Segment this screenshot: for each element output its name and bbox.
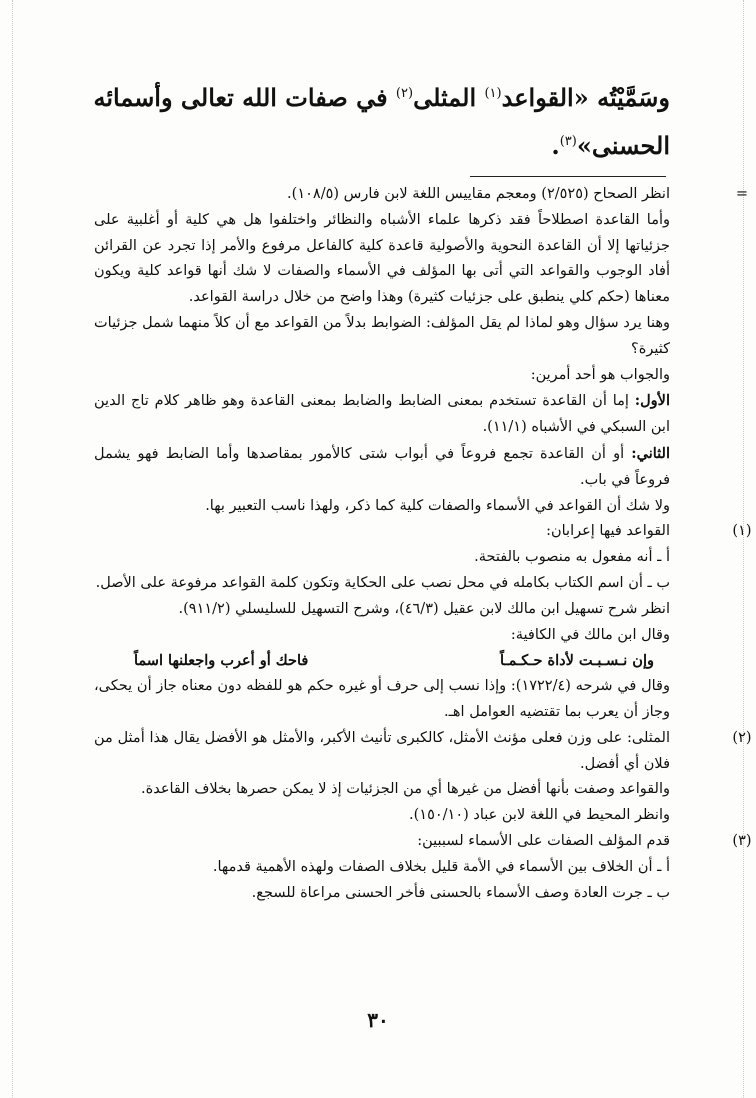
footnote-paragraph	[94, 803, 670, 829]
footnote-text: ب ـ أن اسم الكتاب بكامله في محل نصب على الحكاية وتكون كلمة القواعد مرفوعة على الأصل.	[95, 574, 670, 591]
footnote-paragraph	[94, 829, 752, 855]
footnote-paragraph	[94, 208, 670, 311]
footnote-text: وهنا يرد سؤال وهو لماذا لم يقل المؤلف: الضوابط بدلاً من القواعد مع أن كلاً منهما شمل جزئيات كثيرة؟	[94, 314, 670, 357]
title-text: وسَمَّيْتُه «القواعد	[501, 83, 670, 112]
footnote-paragraph	[94, 363, 670, 389]
footnote-text: ولا شك أن القواعد في الأسماء والصفات كلية كما ذكر، ولهذا ناسب التعبير بها.	[205, 497, 670, 514]
footnote-paragraph	[94, 881, 670, 907]
footnote-paragraph	[94, 726, 752, 778]
footnotes	[94, 182, 752, 906]
footnote-text: قدم المؤلف الصفات على الأسماء لسببين:	[417, 832, 670, 849]
footnote-text: وقال ابن مالك في الكافية:	[510, 626, 670, 643]
footnote-paragraph	[94, 441, 670, 494]
footnote-text: وانظر المحيط في اللغة لابن عباد (١٥٠/١٠).	[409, 807, 670, 824]
footnote-text: ب ـ جرت العادة وصف الأسماء بالحسنى فأخر الحسنى مراعاة للسجع.	[251, 884, 670, 901]
footnote-marker: (٢)	[732, 729, 752, 746]
footnote-marker: (٣)	[732, 832, 752, 849]
page-edge-dotted-line	[743, 0, 744, 1098]
footnote-paragraph	[94, 777, 670, 803]
footnote-marker: =	[735, 186, 749, 202]
footnote-paragraph	[94, 674, 670, 726]
page-number: ٣٠	[367, 1008, 389, 1032]
footnote-text: انظر الصحاح (٢/٥٢٥) ومعجم مقاييس اللغة لابن فارس (١٠٨/٥).	[287, 186, 670, 202]
verse-hemistich: وإن نـسـبـت لأداة حـكـمـاً	[499, 652, 654, 670]
verse	[94, 648, 670, 674]
footnote-text: القواعد فيها إعرابان:	[546, 523, 670, 540]
page-edge-dotted-line	[12, 0, 13, 1098]
footnote-text: وقال في شرحه (١٧٢٢/٤): وإذا نسب إلى حرف أو غيره حكم هو للفظه دون معناه جاز أن يحكى، وجاز أن يعرب بما تقتضيه العوامل اهـ.	[94, 678, 670, 720]
footnote-ref-2: (٢)	[395, 86, 414, 101]
footnote-paragraph	[94, 623, 670, 649]
footnote-paragraph	[94, 388, 670, 441]
footnote-paragraph	[94, 571, 670, 597]
footnote-text: انظر شرح تسهيل ابن مالك لابن عقيل (٤٦/٣)، وشرح التسهيل للسليسلي (٩١١/٢).	[178, 600, 670, 617]
footnote-text: أ ـ أن الخلاف بين الأسماء في الأمة قليل بخلاف الصفات ولهذه الأهمية قدمها.	[212, 858, 670, 875]
footnote-text: والجواب هو أحد أمرين:	[530, 366, 670, 383]
footnote-lead: الثاني:	[631, 444, 670, 462]
footnote-paragraph	[94, 182, 749, 208]
page-title	[72, 72, 670, 168]
footnote-text: والقواعد وصفت بأنها أفضل من غيرها أي من الجزئيات إذ لا يمكن حصرها بخلاف القاعدة.	[141, 781, 670, 798]
title-text: المثلى	[413, 83, 485, 112]
footnote-ref-3: (٣)	[559, 134, 577, 149]
footnote-text: وأما القاعدة اصطلاحاً فقد ذكرها علماء الأشباه والنظائر واختلفوا هل هي كلية أو أغلبية على جزئياتها إلا أن القاعدة النحوية والأصولية قاعدة كلية كالفاعل مرفوع والأمر إذا تجرد عن القرائن أفاد الوجوب والقواعد التي أتى بها المؤلف في الأسماء والصفات لا شك أنها قواعد كلية ويكون معناها (حكم كلي ينطبق على جزئيات كثيرة) وهذا واضح من خلال دراسة القواعد.	[94, 211, 670, 306]
footnote-text: إما أن القاعدة تستخدم بمعنى الضابط والضابط بمعنى القاعدة وهو ظاهر كلام تاج الدين ابن السبكي في الأشباه (١١/١).	[94, 393, 670, 436]
footnote-text: المثلى: على وزن فعلى مؤنث الأمثل، كالكبرى تأنيث الأكبر، والأمثل هو الأفضل يقال هذا أمثل من فلان أي أفضل.	[94, 729, 670, 772]
footnote-ref-1: (١)	[484, 86, 502, 101]
footnote-paragraph	[94, 545, 670, 571]
footnote-lead: الأول:	[634, 392, 670, 410]
footnote-paragraph	[94, 311, 670, 363]
footnote-paragraph	[94, 648, 670, 674]
footnote-paragraph	[94, 494, 670, 520]
title-text: في صفات الله تعالى وأسمائه الحسنى»	[93, 83, 670, 160]
footnote-marker: (١)	[732, 523, 752, 540]
footnote-paragraph	[94, 519, 752, 545]
footnote-divider	[470, 176, 666, 177]
verse-hemistich: فاحك أو أعرب واجعلنها اسماً	[134, 652, 309, 670]
footnote-paragraph	[94, 855, 670, 881]
title-text: .	[551, 131, 560, 160]
footnote-text: أ ـ أنه مفعول به منصوب بالفتحة.	[474, 549, 670, 566]
footnote-text: أو أن القاعدة تجمع فروعاً في أبواب شتى كالأمور بمقاصدها وأما الضابط فهو يشمل فروعاً في باب.	[94, 445, 670, 488]
footnote-paragraph	[94, 597, 670, 623]
